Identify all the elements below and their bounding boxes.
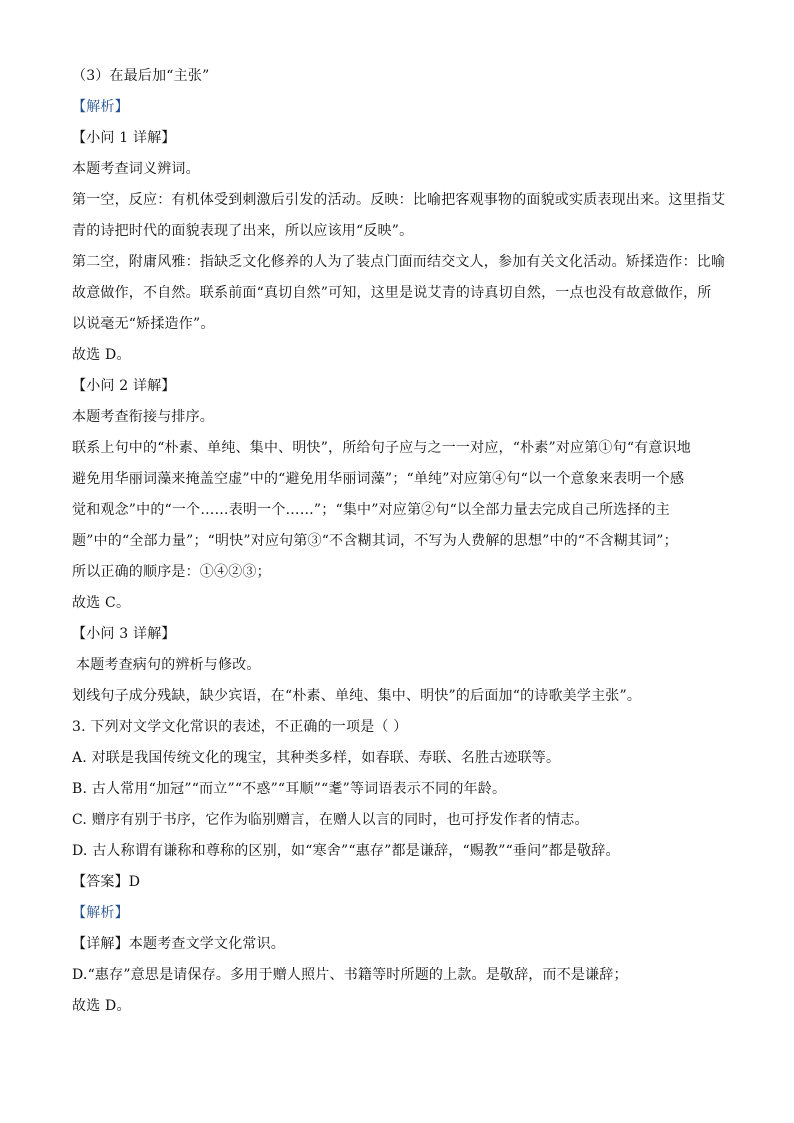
text-line: 觉和观念”中的“一个……表明一个……”；“集中”对应第②句“以全部力量去完成自己所选择的主 bbox=[72, 502, 670, 518]
text-line: 第一空，反应：有机体受到刺激后引发的活动。反映：比喻把客观事物的面貌或实质表现出来。这里指艾 bbox=[72, 192, 726, 208]
answer-line: 【答案】D bbox=[72, 874, 141, 890]
text-line: 联系上句中的“朴素、单纯、集中、明快”，所给句子应与之一一对应，“朴素”对应第①句“有意识地 bbox=[72, 440, 691, 456]
sub-question-2-heading: 【小问 2 详解】 bbox=[72, 378, 176, 394]
sub-answer-3: （3）在最后加“主张” bbox=[72, 68, 210, 84]
detail-heading: 【详解】本题考查文学文化常识。 bbox=[72, 936, 285, 952]
text-line: 第二空，附庸风雅：指缺乏文化修养的人为了装点门面而结交文人，参加有关文化活动。矫揉造作：比喻 bbox=[72, 254, 726, 270]
text-line: 本题考查衔接与排序。 bbox=[72, 409, 214, 425]
analysis-label: 【解析】 bbox=[72, 99, 129, 115]
option-a: A. 对联是我国传统文化的瑰宝，其种类多样，如春联、寿联、名胜古迹联等。 bbox=[72, 750, 561, 766]
conclusion-line: 故选 D。 bbox=[72, 347, 131, 363]
text-line: 避免用华丽词藻来掩盖空虚”中的“避免用华丽词藻”；“单纯”对应第④句“以一个意象来表明一个感 bbox=[72, 471, 685, 487]
text-line: D.“惠存”意思是请保存。多用于赠人照片、书籍等时所题的上款。是敬辞，而不是谦辞； bbox=[72, 967, 628, 983]
text-line: 划线句子成分残缺，缺少宾语，在“朴素、单纯、集中、明快”的后面加“的诗歌美学主张”。 bbox=[72, 688, 642, 704]
text-line: 所以正确的顺序是：①④②③； bbox=[72, 564, 271, 580]
sub-question-3-heading: 【小问 3 详解】 bbox=[72, 626, 176, 642]
text-line: 本题考查病句的辨析与修改。 bbox=[76, 657, 261, 673]
question-3-stem: 3. 下列对文学文化常识的表述，不正确的一项是（ ） bbox=[72, 719, 408, 735]
conclusion-line: 故选 D。 bbox=[72, 998, 131, 1014]
text-line: 青的诗把时代的面貌表现了出来，所以应该用“反映”。 bbox=[72, 223, 414, 239]
analysis-label: 【解析】 bbox=[72, 905, 129, 921]
text-line: 以说毫无“矫揉造作”。 bbox=[72, 316, 215, 332]
text-line: 本题考查词义辨词。 bbox=[72, 161, 200, 177]
option-c: C. 赠序有别于书序，它作为临别赠言，在赠人以言的同时，也可抒发作者的情志。 bbox=[72, 812, 589, 828]
option-b: B. 古人常用“加冠”“而立”“不惑”“耳顺”“耄”等词语表示不同的年龄。 bbox=[72, 781, 507, 797]
text-line: 故意做作，不自然。联系前面“真切自然”可知，这里是说艾青的诗真切自然，一点也没有故意做作，所 bbox=[72, 285, 712, 301]
conclusion-line: 故选 C。 bbox=[72, 595, 131, 611]
text-line: 题”中的“全部力量”；“明快”对应句第③“不含糊其词，不写为人费解的思想”中的“不含糊其词”； bbox=[72, 533, 678, 549]
sub-question-1-heading: 【小问 1 详解】 bbox=[72, 130, 176, 146]
option-d: D. 古人称谓有谦称和尊称的区别，如“寒舍”“惠存”都是谦辞，“赐教”“垂问”都是敬辞。 bbox=[72, 843, 620, 859]
